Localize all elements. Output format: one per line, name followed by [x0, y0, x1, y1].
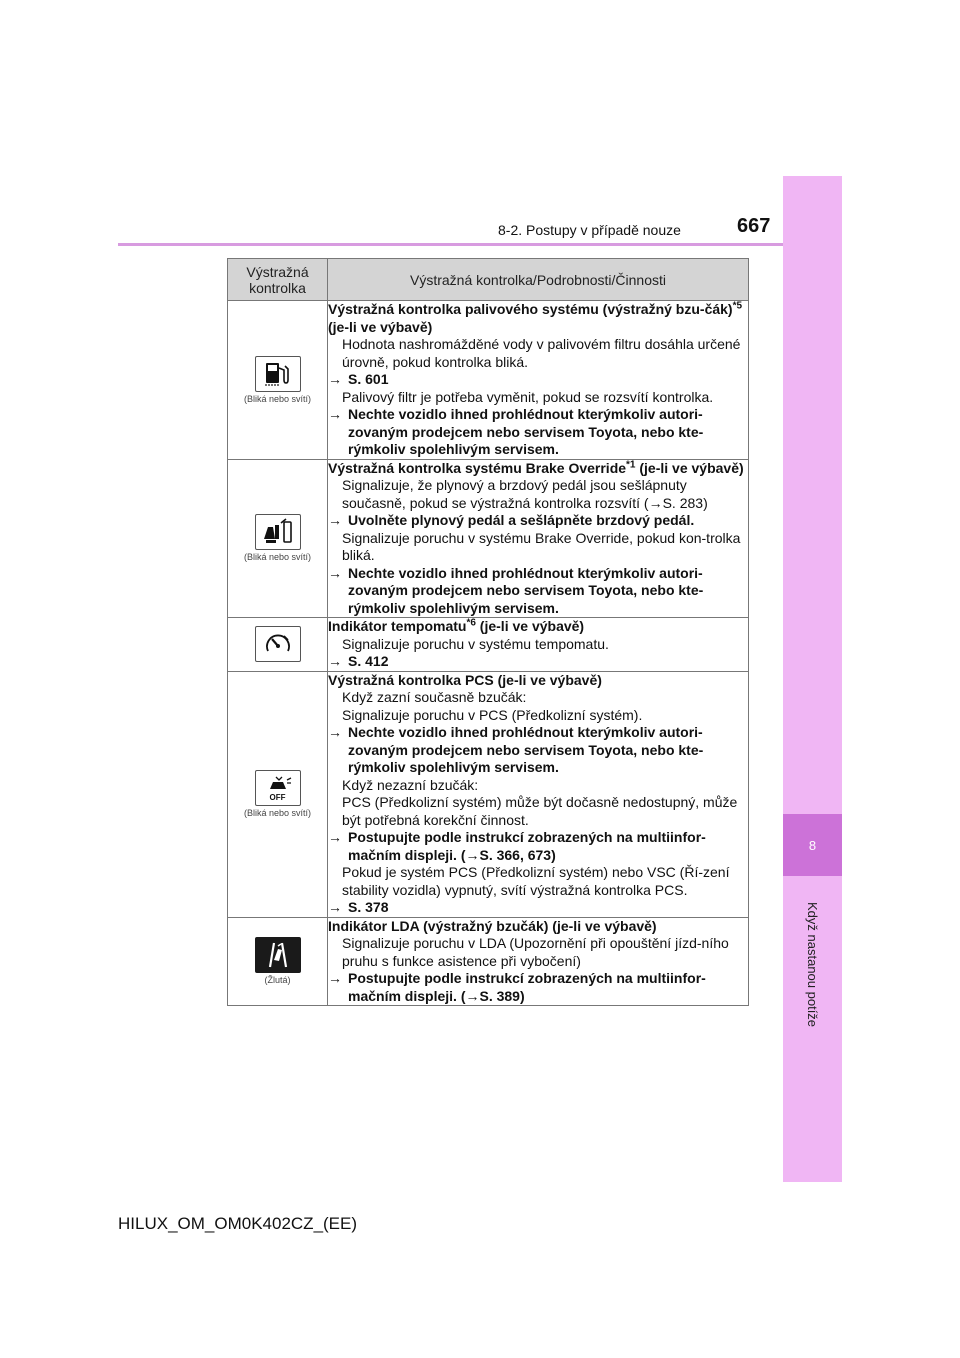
action-text: → S. 412: [328, 653, 389, 669]
header-divider: [118, 243, 783, 246]
brake-override-icon: [255, 514, 301, 550]
icon-note: (Bliká nebo svítí): [243, 552, 312, 563]
detail-text: Signalizuje, že plynový a brzdový pedál jsou sešlápnuty současně, pokud se výstražná kontrolka rozsvítí (→S. 283): [342, 477, 708, 511]
table-row: [228, 301, 749, 460]
detail-text: Signalizuje poruchu v PCS (Předkolizní systém).: [342, 706, 643, 723]
table-row: [228, 459, 749, 618]
fuel-filter-warning-icon: [255, 356, 301, 392]
action-text: → S. 601: [328, 371, 389, 387]
detail-text: Když zazní současně bzučák:: [342, 689, 527, 705]
pcs-off-icon: [255, 770, 301, 806]
detail-text: Signalizuje poruchu v systému Brake Override, pokud kon-trolka bliká.: [342, 529, 741, 563]
table-row: [228, 917, 749, 1006]
warning-light-table: [227, 258, 749, 1006]
action-text: → Nechte vozidlo ihned prohlédnout kterýmkoliv autori-zovaným prodejcem nebo servisem Toyota, nebo kte-rýmkoliv spolehlivým servisem.: [328, 406, 704, 457]
detail-text: Hodnota nashromážděné vody v palivovém filtru dosáhla určené úrovně, pokud kontrolka bliká.: [342, 336, 741, 370]
table-row: [228, 618, 749, 672]
table-row: [228, 671, 749, 917]
detail-text: Když nezazní bzučák:: [342, 776, 479, 793]
action-text: → S. 378: [328, 899, 389, 915]
chapter-number: 8: [808, 837, 817, 853]
description-cell: [328, 618, 749, 672]
icon-cell: [228, 917, 328, 1006]
table-header-row: [228, 259, 749, 301]
action-text: → Nechte vozidlo ihned prohlédnout kterýmkoliv autori-zovaným prodejcem nebo servisem Toyota, nebo kte-rýmkoliv spolehlivým servisem.: [328, 724, 704, 775]
description-cell: [328, 301, 749, 460]
description-cell: [328, 459, 749, 618]
row-title: Výstražná kontrolka palivového systému (výstražný bzu-čák)$^{*5}$ (je-li ve výbavě): [328, 300, 743, 335]
action-text: → Postupujte podle instrukcí zobrazených na multiinfor-mačním displeji. (→S. 389): [328, 970, 706, 1004]
row-title: Výstražná kontrolka PCS (je-li ve výbavě): [328, 671, 602, 688]
document-code: HILUX_OM_OM0K402CZ_(EE): [118, 1214, 358, 1233]
icon-cell: [228, 459, 328, 618]
row-title: Výstražná kontrolka systému Brake Override$^{*1}$ (je-li ve výbavě): [328, 458, 744, 476]
chapter-number-box: [783, 814, 842, 876]
icon-note: (Bliká nebo svítí): [243, 393, 312, 404]
icon-cell: [228, 301, 328, 460]
section-title: 8-2. Postupy v případě nouze: [498, 222, 681, 238]
chapter-side-tab: [783, 176, 842, 1182]
row-title: Indikátor tempomatu$^{*6}$ (je-li ve výbavě): [328, 617, 585, 634]
detail-text: Palivový filtr je potřeba vyměnit, pokud se rozsvítí kontrolka.: [342, 388, 714, 405]
cruise-control-icon: [255, 626, 301, 662]
col-header-description: Výstražná kontrolka/Podrobnosti/Činnosti: [328, 259, 749, 301]
icon-note: (Bliká nebo svítí): [243, 808, 312, 818]
detail-text: Pokud je systém PCS (Předkolizní systém) nebo VSC (Ří-zení stability vozidla) vypnutý, svítí výstražná kontrolka PCS.: [342, 864, 730, 898]
detail-text: Signalizuje poruchu v systému tempomatu.: [342, 635, 609, 652]
icon-cell: [228, 618, 328, 672]
action-text: → Postupujte podle instrukcí zobrazených na multiinfor-mačním displeji. (→S. 366, 673): [328, 829, 706, 863]
page-number: 667: [737, 215, 771, 237]
chapter-title: [783, 896, 842, 1126]
detail-text: Signalizuje poruchu v LDA (Upozornění při opouštění jízd-ního pruhu s funkce asistence při vybočení): [342, 935, 729, 969]
icon-cell: [228, 671, 328, 917]
chapter-title-text: Když nastanou potíže: [805, 902, 820, 1028]
col-header-icon: Výstražná kontrolka: [228, 259, 328, 301]
lda-icon: [255, 937, 301, 973]
detail-text: PCS (Předkolizní systém) může být dočasně nedostupný, může být potřebná korekční činnost.: [342, 794, 738, 828]
icon-note: (Žlutá): [264, 975, 291, 986]
action-text: → Nechte vozidlo ihned prohlédnout kterýmkoliv autori-zovaným prodejcem nebo servisem Toyota, nebo kte-rýmkoliv spolehlivým servisem.: [328, 564, 704, 616]
pcs-off-label: OFF: [269, 792, 286, 802]
description-cell: [328, 671, 749, 917]
row-title: Indikátor LDA (výstražný bzučák) (je-li ve výbavě): [328, 917, 657, 934]
action-text: → Uvolněte plynový pedál a sešlápněte brzdový pedál.: [328, 512, 695, 528]
description-cell: [328, 917, 749, 1006]
